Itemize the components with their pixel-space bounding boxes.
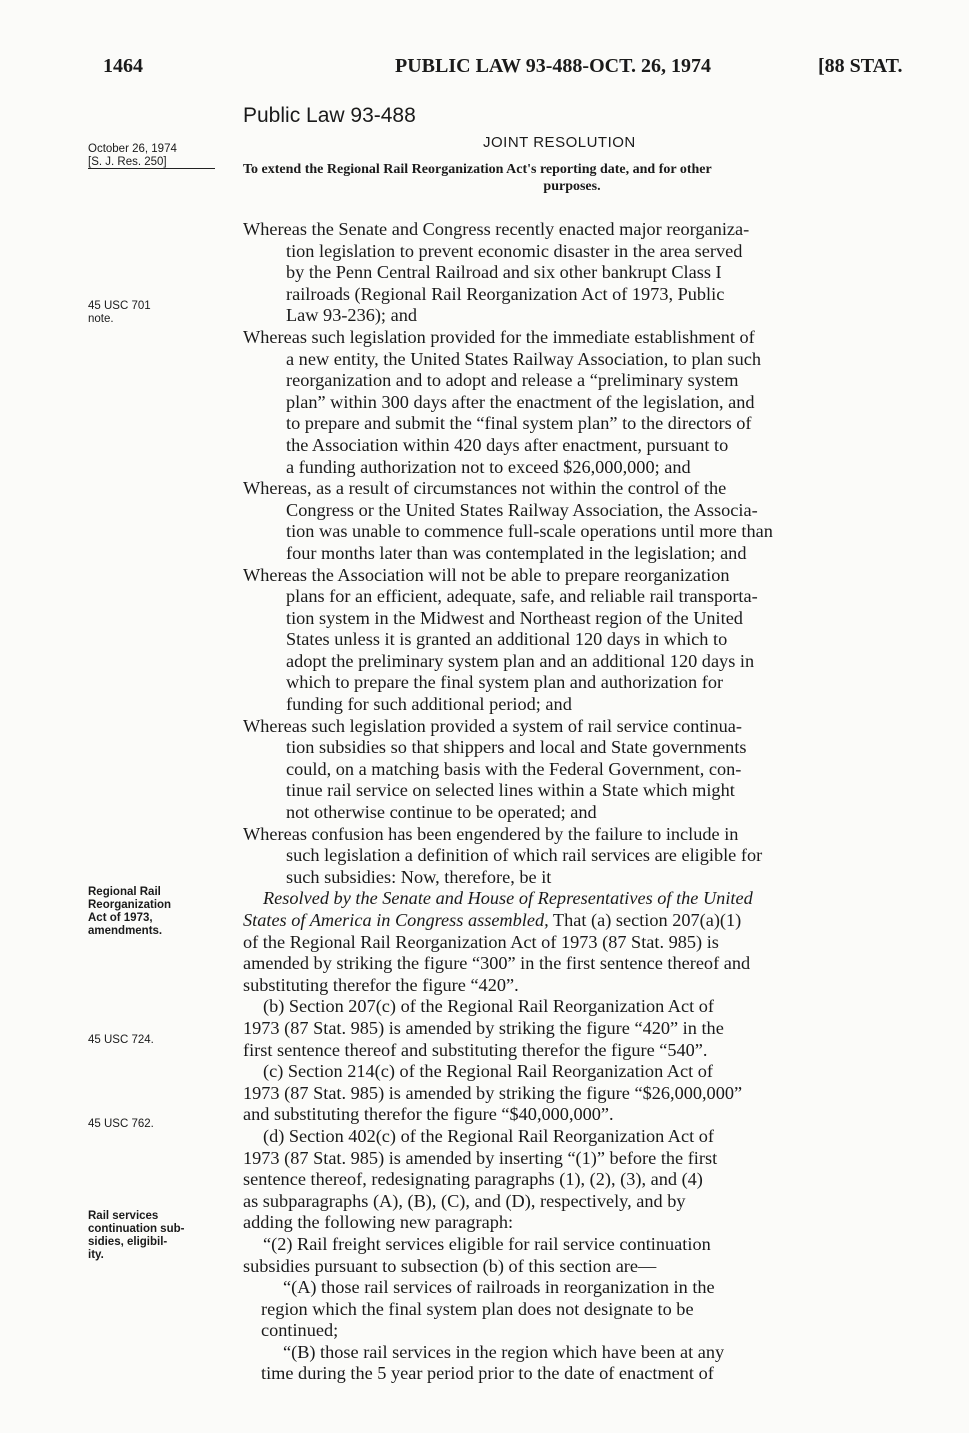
- text-line: adopt the preliminary system plan and an additional 120 days in: [286, 650, 755, 671]
- text-line: substituting therefor the figure “420”.: [243, 974, 519, 995]
- whereas-clause: [243, 478, 903, 564]
- text-line: railroads (Regional Rail Reorganization Act of 1973, Public: [286, 283, 725, 304]
- section-c: [243, 1061, 903, 1126]
- text-line: sentence thereof, redesignating paragraphs (1), (2), (3), and (4): [243, 1169, 703, 1190]
- text-line: amended by striking the figure “300” in the first sentence thereof and: [243, 953, 751, 974]
- text-line: by the Penn Central Railroad and six other bankrupt Class I: [286, 262, 722, 283]
- text-line: region which the final system plan does not designate to be: [261, 1298, 694, 1319]
- margin-line: amendments.: [88, 925, 163, 937]
- text-line: of the Regional Rail Reorganization Act of 1973 (87 Stat. 985) is: [243, 931, 719, 952]
- enactment-date: October 26, 1974: [88, 143, 177, 155]
- text-line: tion was unable to commence full-scale operations until more than: [286, 521, 773, 542]
- margin-line: note.: [88, 313, 114, 325]
- page-number: 1464: [103, 55, 143, 77]
- new-paragraph-2: [243, 1234, 903, 1277]
- margin-cite-724: [88, 1034, 228, 1047]
- margin-line: 45 USC 762.: [88, 1118, 154, 1130]
- text-line: 1973 (87 Stat. 985) is amended by striking the figure “420” in the: [243, 1017, 724, 1038]
- text-line: tinue rail service on selected lines within a State which might: [286, 780, 735, 801]
- text-line: Whereas such legislation provided for the immediate establishment of: [243, 326, 755, 347]
- margin-line: Regional Rail: [88, 886, 161, 898]
- margin-line: Act of 1973,: [88, 912, 153, 924]
- margin-line: continuation sub-: [88, 1223, 185, 1235]
- margin-line: Reorganization: [88, 899, 172, 911]
- margin-cite-701: [88, 300, 228, 326]
- text-line: a new entity, the United States Railway Association, to plan such: [286, 348, 762, 369]
- text-line: which to prepare the final system plan and authorization for: [286, 672, 724, 693]
- purpose-line-2: purposes.: [543, 179, 601, 194]
- text-line: Whereas, as a result of circumstances not within the control of the: [243, 478, 727, 499]
- margin-line: 45 USC 701: [88, 300, 151, 312]
- whereas-clause: [243, 327, 903, 478]
- text-line: Resolved by the Senate and House of Representatives of the United: [263, 888, 753, 909]
- text-line: time during the 5 year period prior to the date of enactment of: [261, 1363, 714, 1384]
- text-line: reorganization and to adopt and release a “preliminary system: [286, 370, 739, 391]
- text-line: adding the following new paragraph:: [243, 1212, 514, 1233]
- bill-number: [S. J. Res. 250]: [88, 156, 215, 169]
- text-line: plan” within 300 days after the enactment of the legislation, and: [286, 391, 755, 412]
- text-line: Whereas the Association will not be able to prepare reorganization: [243, 564, 730, 585]
- margin-line: sidies, eligibil-: [88, 1236, 168, 1248]
- whereas-clause: [243, 716, 903, 824]
- text-line: Whereas such legislation provided a system of rail service continua-: [243, 715, 743, 736]
- text-line: (d) Section 402(c) of the Regional Rail Reorganization Act of: [263, 1125, 714, 1146]
- section-d: [243, 1126, 903, 1234]
- margin-date: [88, 143, 228, 169]
- whereas-clause: [243, 565, 903, 716]
- text-line: tion legislation to prevent economic disaster in the area served: [286, 240, 743, 261]
- text-line: Whereas confusion has been engendered by the failure to include in: [243, 823, 739, 844]
- margin-rail-services: [88, 1210, 228, 1262]
- running-head: PUBLIC LAW 93-488-OCT. 26, 1974: [395, 55, 711, 77]
- text-line: Congress or the United States Railway Association, the Associa-: [286, 499, 758, 520]
- text-run: That (a) section 207(a)(1): [548, 910, 742, 930]
- text-line: Whereas the Senate and Congress recently enacted major reorganiza-: [243, 219, 750, 239]
- text-line: four months later than was contemplated in the legislation; and: [286, 542, 747, 563]
- resolving-clause: [243, 888, 903, 996]
- text-line: the Association within 420 days after enactment, pursuant to: [286, 434, 729, 455]
- text-line: “(B) those rail services in the region which have been at any: [283, 1341, 725, 1362]
- text-line: tion system in the Midwest and Northeast region of the United: [286, 607, 743, 628]
- text-line: “(2) Rail freight services eligible for rail service continuation: [263, 1233, 711, 1254]
- resolution-body: [243, 219, 903, 1385]
- purpose-statement: [243, 161, 901, 195]
- text-line: (c) Section 214(c) of the Regional Rail Reorganization Act of: [263, 1061, 713, 1082]
- enacting-phrase: States of America in Congress assembled,: [243, 910, 549, 930]
- running-header: [0, 55, 969, 85]
- margin-line: ity.: [88, 1249, 104, 1261]
- margin-cite-762: [88, 1118, 228, 1131]
- public-law-number: Public Law 93-488: [243, 104, 416, 127]
- text-line: subsidies pursuant to subsection (b) of this section are—: [243, 1255, 657, 1276]
- text-line: to prepare and submit the “final system plan” to the directors of: [286, 413, 752, 434]
- text-line: continued;: [261, 1320, 339, 1341]
- text-line: such legislation a definition of which rail services are eligible for: [286, 845, 763, 866]
- section-b: [243, 996, 903, 1061]
- text-line: not otherwise continue to be operated; and: [286, 802, 597, 823]
- text-line: first sentence thereof and substituting therefor the figure “540”.: [243, 1039, 708, 1060]
- text-line: as subparagraphs (A), (B), (C), and (D), respectively, and by: [243, 1190, 686, 1211]
- purpose-line-1: To extend the Regional Rail Reorganization Act's reporting date, and for other: [243, 162, 712, 177]
- margin-line: Rail services: [88, 1210, 159, 1222]
- text-line: tion subsidies so that shippers and local and State governments: [286, 737, 747, 758]
- statute-volume: [88 STAT.: [818, 55, 903, 77]
- subparagraph-a: [243, 1277, 903, 1342]
- text-line: States unless it is granted an additional 120 days in which to: [286, 629, 728, 650]
- text-line: plans for an efficient, adequate, safe, and reliable rail transporta-: [286, 586, 758, 607]
- text-line: Law 93-236); and: [286, 305, 417, 326]
- margin-line: 45 USC 724.: [88, 1034, 154, 1046]
- joint-resolution-heading: JOINT RESOLUTION: [483, 134, 636, 151]
- text-line: (b) Section 207(c) of the Regional Rail Reorganization Act of: [263, 996, 714, 1017]
- whereas-clause: [243, 219, 903, 327]
- whereas-clause: [243, 824, 903, 889]
- subparagraph-b: [243, 1342, 903, 1385]
- text-line: and substituting therefor the figure “$40,000,000”.: [243, 1104, 614, 1125]
- text-line: could, on a matching basis with the Federal Government, con-: [286, 758, 742, 779]
- text-line: 1973 (87 Stat. 985) is amended by inserting “(1)” before the first: [243, 1147, 718, 1168]
- text-line: 1973 (87 Stat. 985) is amended by striking the figure “$26,000,000”: [243, 1082, 743, 1103]
- margin-regional-amendments: [88, 886, 228, 938]
- text-line: such subsidies: Now, therefore, be it: [286, 866, 552, 887]
- text-line: a funding authorization not to exceed $26,000,000; and: [286, 456, 691, 477]
- text-line: “(A) those rail services of railroads in reorganization in the: [283, 1277, 715, 1298]
- text-line: funding for such additional period; and: [286, 694, 572, 715]
